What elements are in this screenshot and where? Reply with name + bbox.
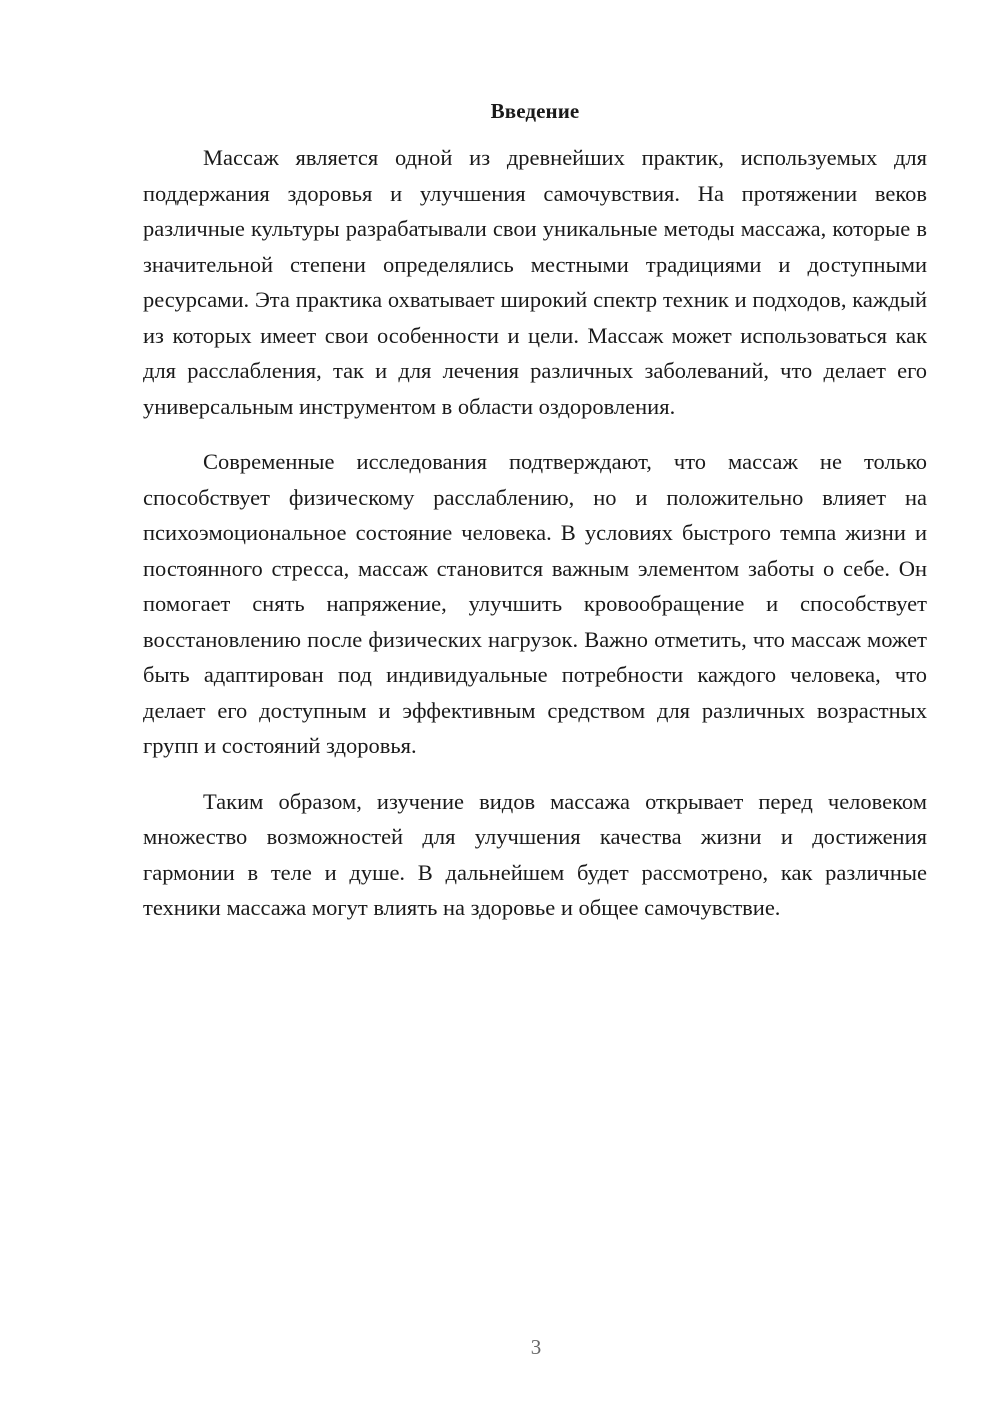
paragraph-3: Таким образом, изучение видов массажа открывает перед человеком множество возможностей для улучшения качества жизни и достижения гармонии в теле и душе. В дальнейшем будет рассмотрено, как различные техники массажа могут влиять на здоровье и общее самочувствие. <box>143 788 927 920</box>
paragraph-1: Массаж является одной из древнейших практик, используемых для поддержания здоровья и улучшения самочувствия. На протяжении веков различные культуры разрабатывали свои уникальные методы массажа, которые в значительной степени определялись местными традициями и доступными ресурсами. Эта практика охватывает широкий спектр техник и подходов, каждый из которых имеет свои особенности и цели. Массаж может использоваться как для расслабления, так и для лечения различных заболеваний, что делает его универсальным инструментом в области оздоровления. <box>143 145 927 419</box>
page-number: 3 <box>530 1335 542 1359</box>
page-content <box>143 96 927 946</box>
section-heading: Введение <box>490 99 580 123</box>
paragraph-2: Современные исследования подтверждают, что массаж не только способствует физическому расслаблению, но и положительно влияет на психоэмоциональное состояние человека. В условиях быстрого темпа жизни и постоянного стресса, массаж становится важным элементом заботы о себе. Он помогает снять напряжение, улучшить кровообращение и способствует восстановлению после физических нагрузок. Важно отметить, что массаж может быть адаптирован под индивидуальные потребности каждого человека, что делает его доступным и эффективным средством для различных возрастных групп и состояний здоровья. <box>143 449 927 758</box>
